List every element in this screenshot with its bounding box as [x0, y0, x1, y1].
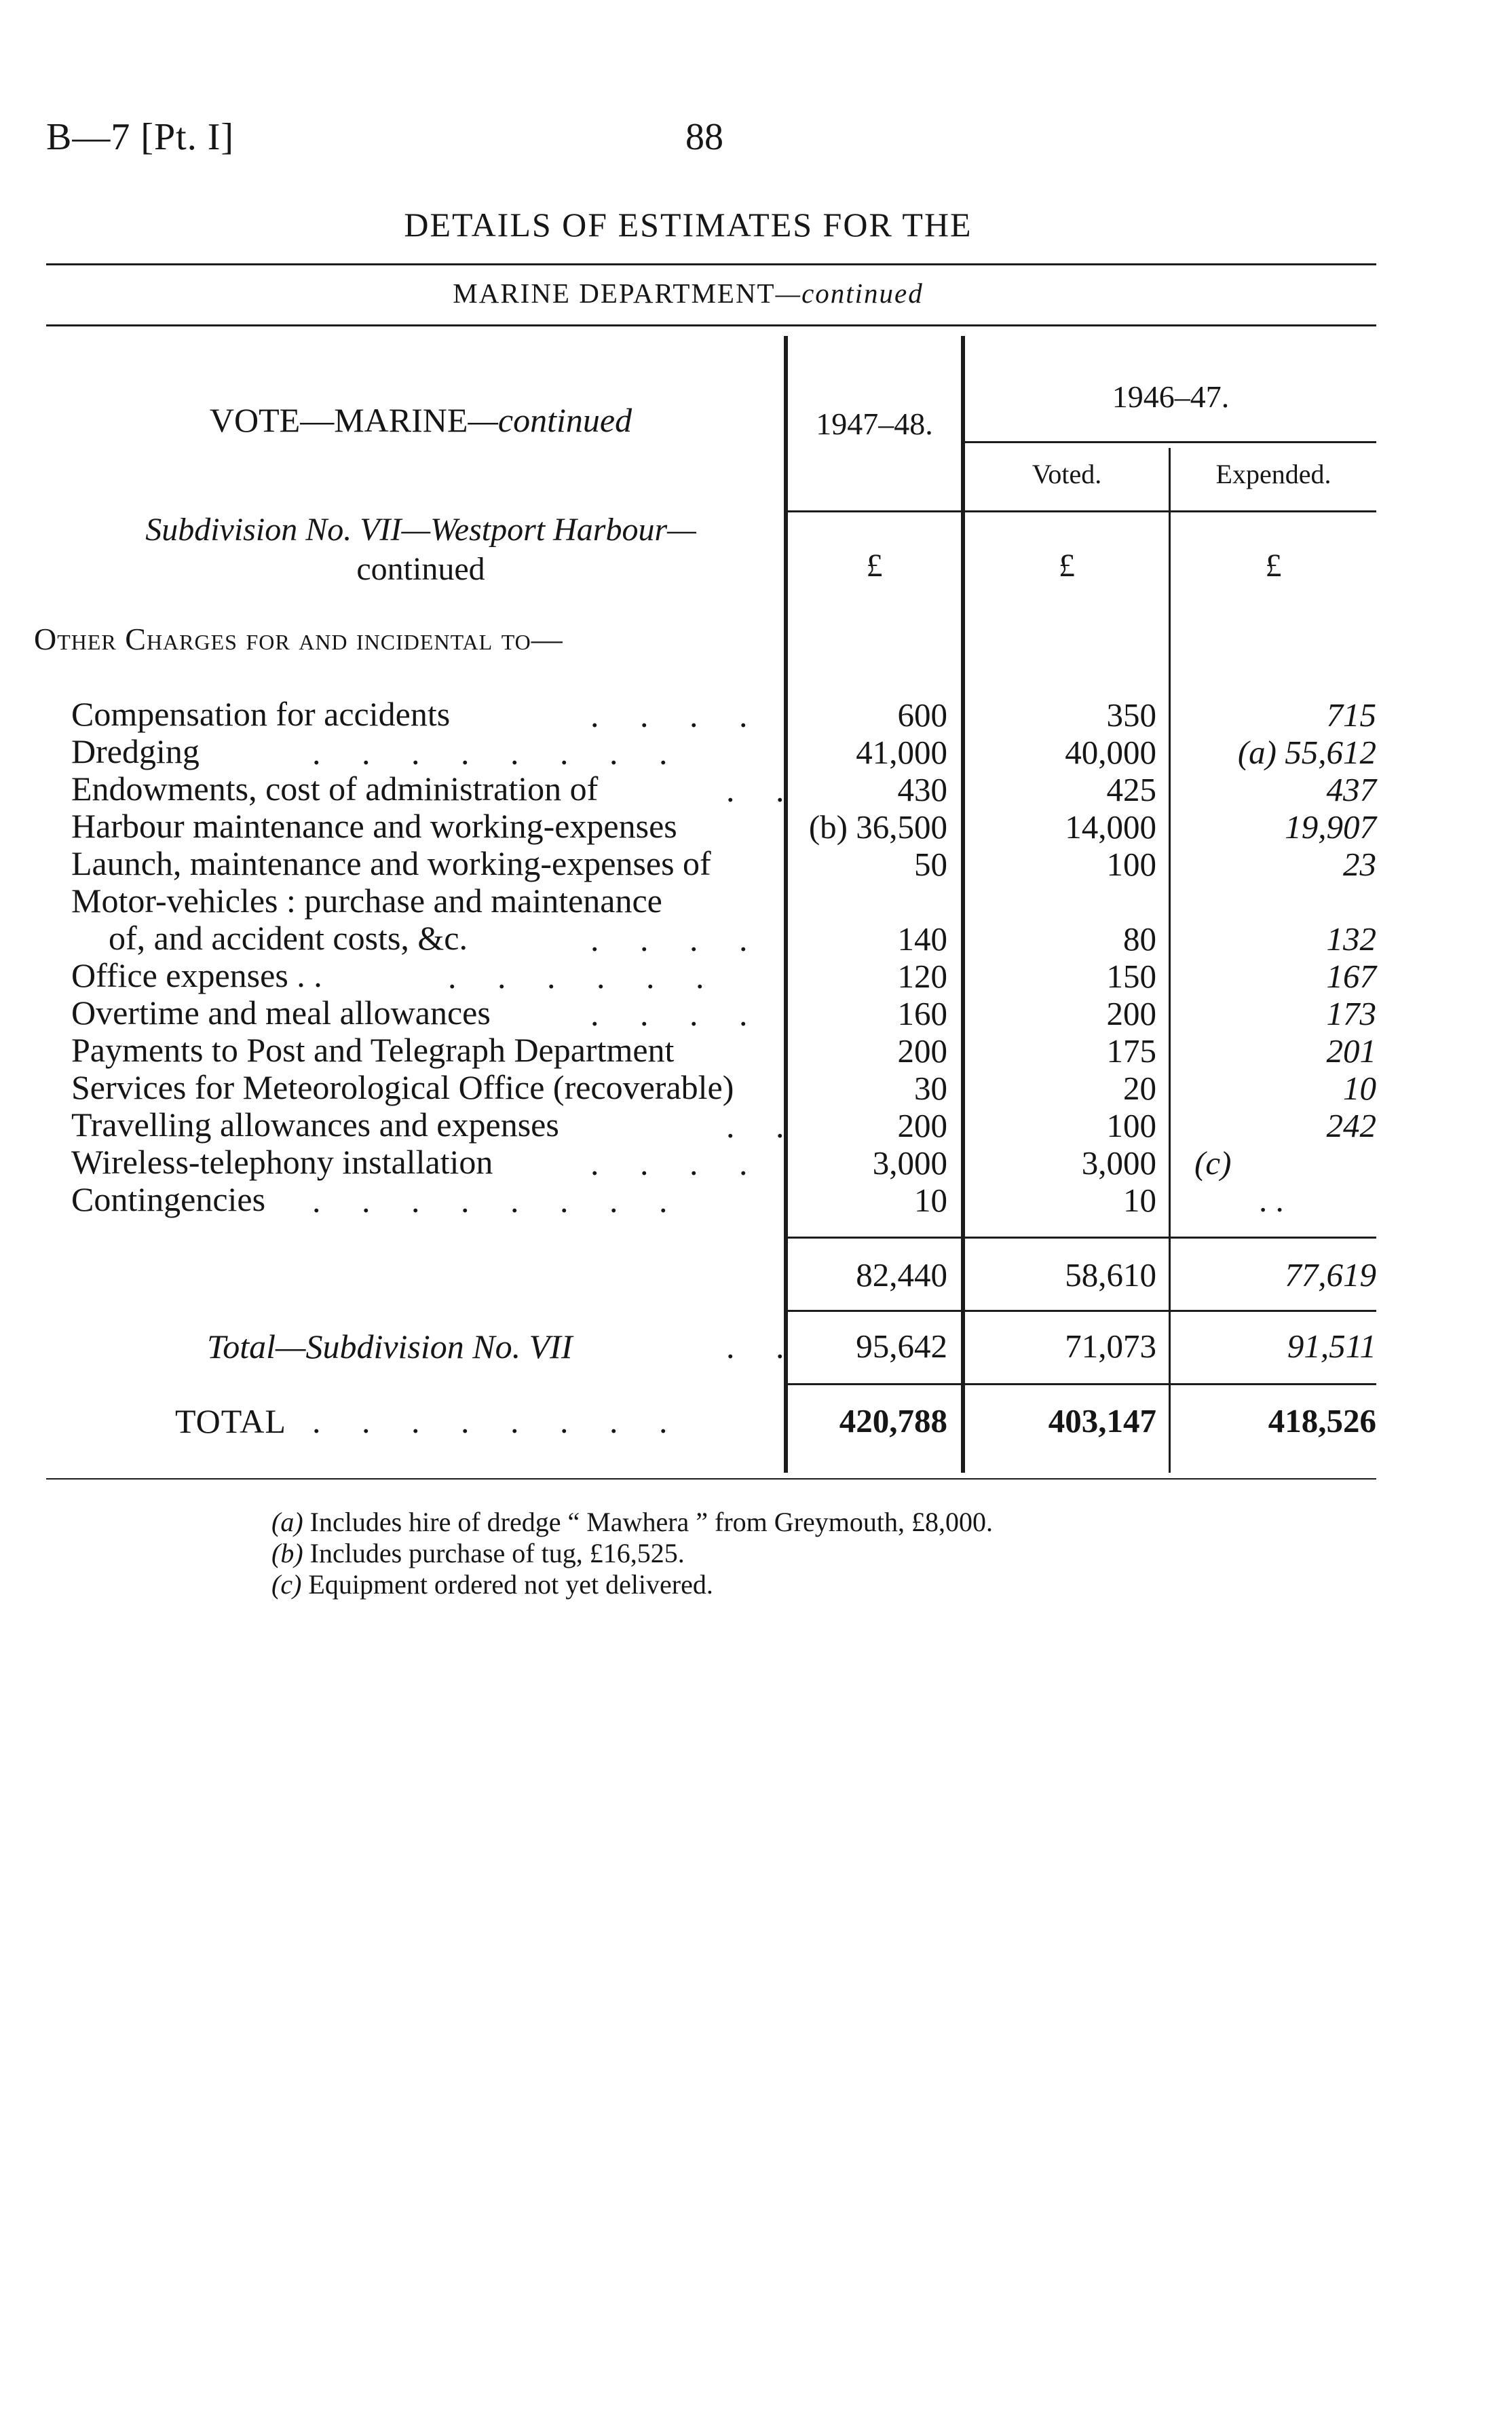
- row-estimate-1947-48: 200: [897, 1107, 947, 1144]
- row-expended-1946-47: (c): [1194, 1144, 1232, 1182]
- subtotal-voted-1946-47: 58,610: [1065, 1256, 1156, 1294]
- footnote-mark: (c): [271, 1569, 302, 1600]
- vote-heading: [68, 400, 774, 440]
- column-rule-2: [961, 336, 965, 1473]
- row-leader-dots: . . . . . .: [448, 958, 721, 996]
- footnote-b: [271, 1538, 685, 1569]
- total-subdivision-dots: . .: [726, 1328, 801, 1366]
- row-voted-1946-47: 3,000: [1081, 1144, 1156, 1182]
- row-label: Launch, maintenance and working-expenses of: [71, 844, 711, 882]
- row-label: Services for Meteorological Office (recoverable): [71, 1068, 734, 1106]
- row-label: Overtime and meal allowances: [71, 994, 491, 1032]
- document-reference: B—7 [Pt. I]: [46, 116, 234, 158]
- department-name: MARINE DEPARTMENT: [453, 278, 776, 309]
- row-estimate-1947-48: 30: [914, 1070, 947, 1107]
- row-voted-1946-47: 100: [1106, 846, 1156, 883]
- row-expended-1946-47: . .: [1259, 1182, 1284, 1219]
- total-rule: [788, 1383, 1376, 1385]
- department-subtitle: [0, 277, 1376, 309]
- row-estimate-1947-48: 160: [897, 995, 947, 1032]
- row-expended-1946-47: 201: [1326, 1032, 1376, 1070]
- year-header-rule: [965, 441, 1376, 443]
- row-estimate-1947-48: (b) 36,500: [808, 808, 947, 846]
- row-expended-1946-47: 173: [1326, 995, 1376, 1032]
- table-bottom-rule: [46, 1478, 1376, 1480]
- column-header-1947-48: 1947–48.: [816, 407, 933, 441]
- currency-voted: £: [1059, 548, 1075, 584]
- footnote-text: Equipment ordered not yet delivered.: [308, 1569, 713, 1600]
- vote-continued: —continued: [468, 401, 632, 439]
- row-label: Harbour maintenance and working-expenses: [71, 807, 677, 845]
- page-number: 88: [685, 116, 723, 158]
- grand-total-label: TOTAL: [175, 1402, 286, 1440]
- row-expended-1946-47: 23: [1343, 846, 1376, 883]
- header-bottom-rule: [788, 510, 1376, 512]
- row-estimate-1947-48: 10: [914, 1182, 947, 1219]
- page-title: DETAILS OF ESTIMATES FOR THE: [404, 206, 972, 244]
- row-label: Dredging: [71, 732, 200, 770]
- row-leader-dots: . .: [726, 1107, 801, 1145]
- row-voted-1946-47: 10: [1123, 1182, 1156, 1219]
- total-subdivision-estimate: 95,642: [856, 1328, 947, 1365]
- row-voted-1946-47: 100: [1106, 1107, 1156, 1144]
- row-voted-1946-47: 150: [1106, 958, 1156, 995]
- row-leader-dots: . . . .: [590, 696, 764, 734]
- subtotal-expended-1946-47: 77,619: [1285, 1256, 1376, 1294]
- row-estimate-1947-48: 120: [897, 958, 947, 995]
- footnote-a: [271, 1507, 993, 1538]
- row-expended-1946-47: 437: [1326, 771, 1376, 808]
- subtitle-rule: [46, 324, 1376, 326]
- footnote-mark: (b): [271, 1538, 303, 1568]
- row-voted-1946-47: 80: [1123, 920, 1156, 958]
- subdivision-heading: [68, 510, 774, 589]
- row-label: Endowments, cost of administration of: [71, 770, 599, 808]
- row-voted-1946-47: 175: [1106, 1032, 1156, 1070]
- department-continued: —continued: [775, 278, 924, 309]
- row-voted-1946-47: 200: [1106, 995, 1156, 1032]
- grand-total-voted: 403,147: [1048, 1402, 1156, 1439]
- column-header-1946-47: 1946–47.: [1112, 379, 1230, 414]
- row-expended-1946-47: 242: [1326, 1107, 1376, 1144]
- row-label: Contingencies: [71, 1180, 266, 1218]
- row-voted-1946-47: 14,000: [1065, 808, 1156, 846]
- row-label: Office expenses . .: [71, 956, 322, 994]
- row-estimate-1947-48: 50: [914, 846, 947, 883]
- row-leader-dots: . . . .: [590, 1144, 764, 1182]
- grand-total-dots: . . . . . . . .: [312, 1402, 684, 1440]
- row-expended-1946-47: 715: [1326, 696, 1376, 734]
- row-expended-1946-47: 132: [1326, 920, 1376, 958]
- row-estimate-1947-48: 200: [897, 1032, 947, 1070]
- subdivision-continued: continued: [356, 551, 485, 587]
- row-expended-1946-47: 167: [1326, 958, 1376, 995]
- footnote-text: Includes hire of dredge “ Mawhera ” from Greymouth, £8,000.: [309, 1507, 993, 1537]
- title-rule: [46, 263, 1376, 265]
- row-leader-dots: . . . .: [590, 995, 764, 1033]
- row-voted-1946-47: 20: [1123, 1070, 1156, 1107]
- footnote-mark: (a): [271, 1507, 303, 1537]
- grand-total-expended: 418,526: [1268, 1402, 1376, 1439]
- subtotal-estimate-1947-48: 82,440: [856, 1256, 947, 1294]
- row-label: Travelling allowances and expenses: [71, 1106, 559, 1144]
- subdivision-title: Subdivision No. VII—Westport Harbour—: [145, 512, 696, 548]
- currency-1947-48: £: [866, 548, 883, 584]
- column-header-expended: Expended.: [1215, 459, 1331, 489]
- row-label: Compensation for accidents: [71, 695, 451, 733]
- row-leader-dots: . . . .: [590, 920, 764, 958]
- row-estimate-1947-48: 600: [897, 696, 947, 734]
- column-rule-1: [784, 336, 788, 1473]
- row-estimate-1947-48: 140: [897, 920, 947, 958]
- row-expended-1946-47: 19,907: [1285, 808, 1376, 846]
- row-label: Motor-vehicles : purchase and maintenance: [71, 882, 662, 920]
- row-label: Payments to Post and Telegraph Department: [71, 1031, 675, 1069]
- row-estimate-1947-48: 430: [897, 771, 947, 808]
- currency-expended: £: [1265, 548, 1282, 584]
- total-subdivision-voted: 71,073: [1065, 1328, 1156, 1365]
- row-leader-dots: . . . . . . . .: [312, 734, 684, 772]
- row-expended-1946-47: 10: [1343, 1070, 1376, 1107]
- row-estimate-1947-48: 3,000: [872, 1144, 947, 1182]
- row-leader-dots: . . . . . . . .: [312, 1182, 684, 1220]
- column-header-voted: Voted.: [1032, 459, 1102, 489]
- subtotal-rule-bottom: [788, 1310, 1376, 1312]
- footnote-text: Includes purchase of tug, £16,525.: [309, 1538, 685, 1568]
- row-leader-dots: . .: [726, 771, 801, 809]
- total-subdivision-expended: 91,511: [1287, 1328, 1376, 1365]
- row-estimate-1947-48: 41,000: [856, 734, 947, 771]
- subtotal-rule-top: [788, 1237, 1376, 1239]
- vote-name: VOTE—MARINE: [209, 401, 468, 439]
- row-voted-1946-47: 40,000: [1065, 734, 1156, 771]
- total-subdivision-label: Total—Subdivision No. VII: [207, 1328, 573, 1366]
- grand-total-estimate: 420,788: [839, 1402, 947, 1439]
- other-charges-heading: Other Charges for and incidental to—: [34, 622, 563, 656]
- row-voted-1946-47: 425: [1106, 771, 1156, 808]
- row-label: Wireless-telephony installation: [71, 1143, 493, 1181]
- footnote-c: [271, 1569, 713, 1600]
- row-expended-1946-47: (a) 55,612: [1237, 734, 1376, 771]
- row-voted-1946-47: 350: [1106, 696, 1156, 734]
- row-label-continued: of, and accident costs, &c.: [109, 919, 468, 957]
